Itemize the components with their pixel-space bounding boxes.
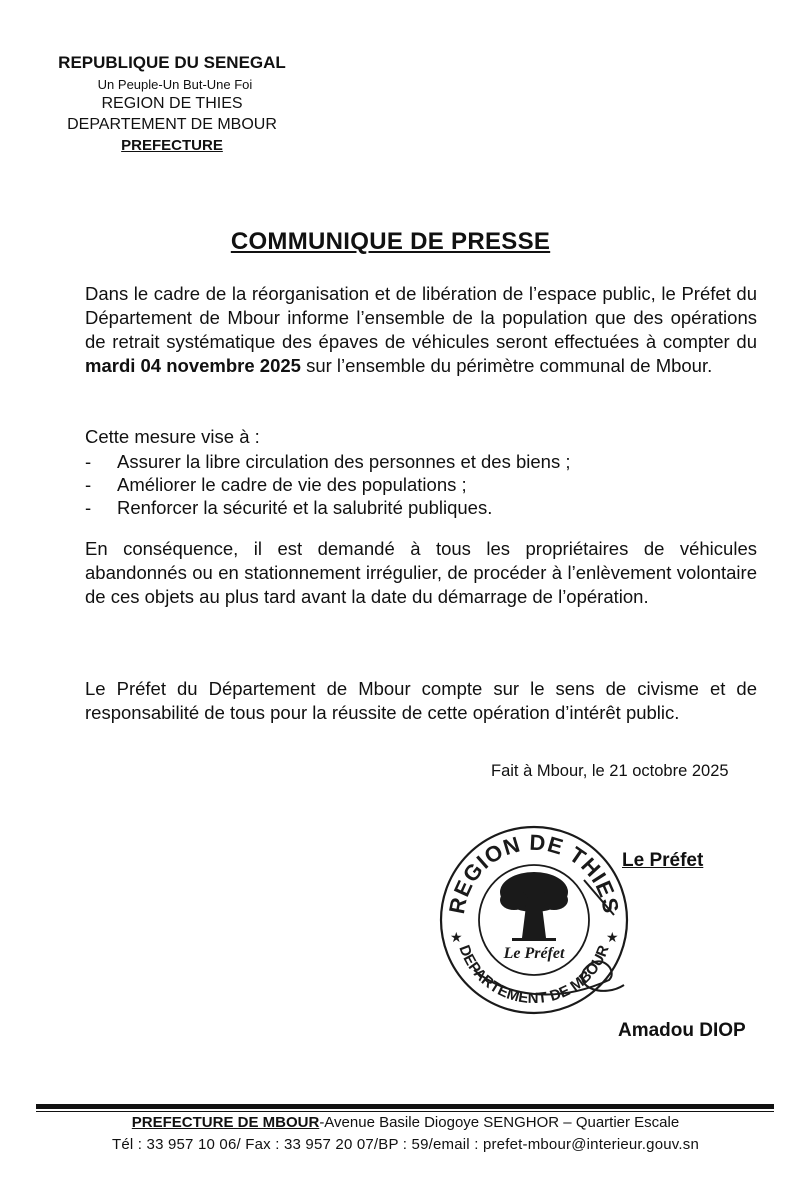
paragraph-intro [85,282,757,378]
paragraph-consequence: En conséquence, il est demandé à tous les propriétaires de véhicules abandonnés ou en stationnement irrégulier, de procéder à l’enlèvement volontaire de ces objets au plus tard avant la date du démarrage de l’opération. [85,538,757,607]
paragraph-closing: Le Préfet du Département de Mbour compte sur le sens de civisme et de responsabilité de tous pour la réussite de cette opération d’intérêt public. [85,678,757,723]
footer-address-text: -Avenue Basile Diogoye SENGHOR – Quartier Escale [319,1114,680,1131]
header-region: REGION DE THIES [101,95,243,112]
list-item [85,496,492,520]
list-dash: - [85,451,92,472]
stamp-star-right: ★ [606,929,619,945]
footer-address [0,1114,811,1131]
stamp-top-text: REGION DE THIES [444,829,624,916]
list-item [85,450,571,474]
official-stamp [434,820,634,1020]
header-department: DEPARTEMENT DE MBOUR [67,116,277,133]
header-prefecture: PREFECTURE [121,137,223,154]
footer-org: PREFECTURE DE MBOUR [131,1114,320,1131]
signature-role: Le Préfet [622,850,704,871]
list-item-text: Renforcer la sécurité et la salubrité publiques. [117,497,493,518]
header-republic: REPUBLIQUE DU SENEGAL [58,53,286,72]
paragraph-intro-date: mardi 04 novembre 2025 [85,355,301,376]
stamp-center-text: Le Préfet [503,945,565,962]
stamp-bottom-text: DEPARTEMENT DE MBOUR [455,942,613,1008]
list-item-text: Assurer la libre circulation des personnes et des biens ; [117,451,571,472]
measures-intro: Cette mesure vise à : [85,426,260,447]
footer-divider-thick [36,1104,774,1109]
paragraph-intro-text: Dans le cadre de la réorganisation et de libération de l’espace public, le Préfet du Département de Mbour informe l’ensemble de la population que des opérations de retrait systématique des épaves de véhicules seront effectuées à compter du [85,283,757,352]
list-dash: - [85,497,92,518]
list-item [85,473,467,497]
header-motto: Un Peuple-Un But-Une Foi [97,77,253,92]
signatory-name: Amadou DIOP [618,1020,746,1041]
footer-divider-thin [36,1111,774,1112]
footer-contacts: Tél : 33 957 10 06/ Fax : 33 957 20 07/BP : 59/email : prefet-mbour@interieur.gouv.sn [111,1136,699,1153]
list-item-text: Améliorer le cadre de vie des populations ; [117,474,467,495]
stamp-star-left: ★ [450,929,463,945]
place-date: Fait à Mbour, le 21 octobre 2025 [491,762,729,780]
list-dash: - [85,474,92,495]
page-title: COMMUNIQUE DE PRESSE [230,228,551,255]
baobab-tree-icon [500,872,568,941]
paragraph-intro-text-end: sur l’ensemble du périmètre communal de Mbour. [300,355,713,376]
